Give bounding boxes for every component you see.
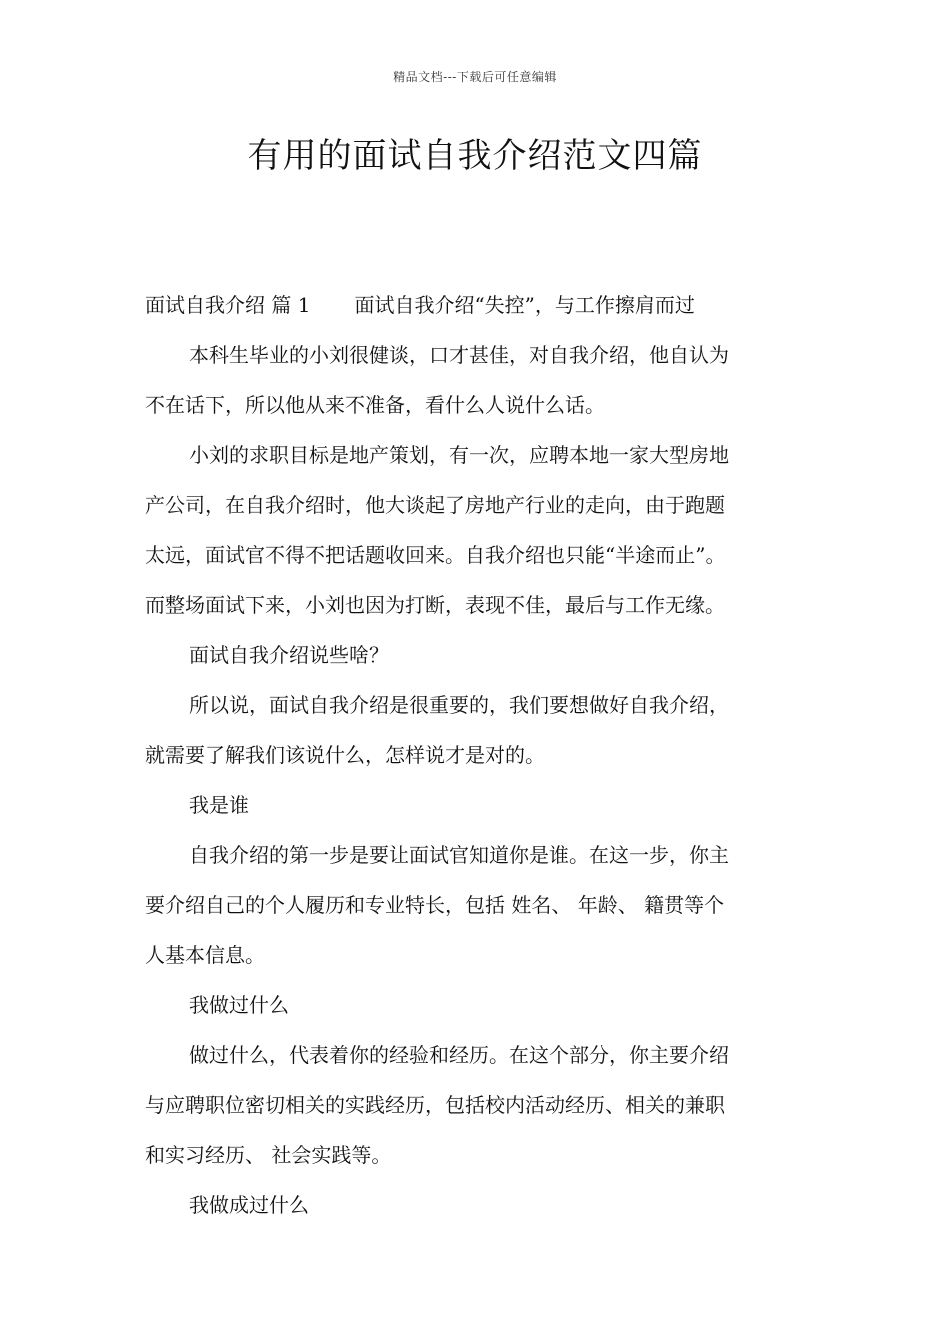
text-line: 产公司，在自我介绍时，他大谈起了房地产行业的走向，由于跑题: [145, 493, 725, 517]
text-line: 自我介绍的第一步是要让面试官知道你是谁。在这一步，你主: [189, 843, 729, 867]
text-line: 而整场面试下来，小刘也因为打断，表现不佳，最后与工作无缘。: [145, 593, 725, 617]
section-heading-subtitle: 面试自我介绍“失控”，与工作擦肩而过: [354, 293, 695, 317]
text-line: 和实习经历、 社会实践等。: [145, 1143, 392, 1167]
text-line: 要介绍自己的个人履历和专业特长，包括 姓名、 年龄、 籍贯等个: [145, 893, 725, 917]
text-line: 太远，面试官不得不把话题收回来。自我介绍也只能“半途而止”。: [145, 543, 726, 567]
text-line: 小刘的求职目标是地产策划，有一次，应聘本地一家大型房地: [189, 443, 729, 467]
text-line: 我是谁: [189, 793, 249, 817]
text-line: 本科生毕业的小刘很健谈，口才甚佳，对自我介绍，他自认为: [189, 343, 729, 367]
paragraph-lines: [145, 330, 810, 1230]
text-line: 面试自我介绍说些啥？: [189, 643, 389, 667]
text-line: 我做过什么: [189, 993, 289, 1017]
document-title: 有用的面试自我介绍范文四篇: [247, 136, 703, 176]
text-line: 与应聘职位密切相关的实践经历，包括校内活动经历、相关的兼职: [145, 1093, 725, 1117]
text-line: 做过什么，代表着你的经验和经历。在这个部分，你主要介绍: [189, 1043, 729, 1067]
text-line: 人基本信息。: [145, 943, 265, 967]
text-line: 我做成过什么: [189, 1193, 309, 1217]
text-line: 不在话下，所以他从来不准备，看什么人说什么话。: [145, 393, 605, 417]
document-body: [145, 280, 810, 1230]
header-note: 精品文档---下载后可任意编辑: [393, 70, 557, 84]
section-heading-label: 面试自我介绍 篇 1: [145, 293, 311, 317]
text-line: 所以说，面试自我介绍是很重要的，我们要想做好自我介绍，: [189, 693, 729, 717]
text-line: 就需要了解我们该说什么，怎样说才是对的。: [145, 743, 545, 767]
section-heading: [145, 280, 810, 330]
